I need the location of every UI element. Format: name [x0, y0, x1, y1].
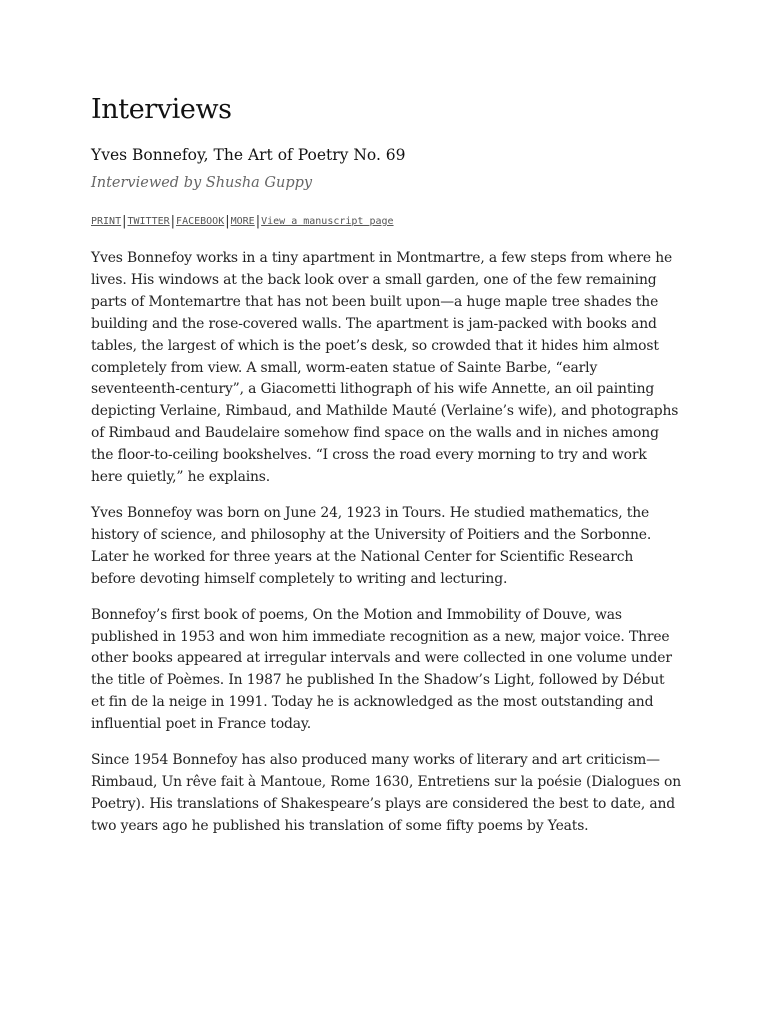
- body-paragraph: Yves Bonnefoy was born on June 24, 1923 in Tours. He studied mathematics, the history of science, and philosophy at the University of Poitiers and the Sorbonne. Later he worked for three years at the National Center for Scientific Research before devoting himself completely to writing and lecturing.: [91, 504, 652, 587]
- page-content: [91, 90, 691, 852]
- twitter-link[interactable]: TWITTER: [127, 216, 170, 227]
- share-separator: |: [122, 214, 127, 229]
- body-paragraph: Yves Bonnefoy works in a tiny apartment in Montmartre, a few steps from where he lives. His windows at the back look over a small garden, one of the few remaining parts of Montemartre that has not been built upon—a huge maple tree shades the building and the rose-covered walls. The apartment is jam-packed with books and tables, the largest of which is the poet’s desk, so crowded that it hides him almost completely from view. A small, worm-eaten statue of Sainte Barbe, “early seventeenth-century”, a Giacometti lithograph of his wife Annette, an oil painting depicting Verlaine, Rimbaud, and Mathilde Mauté (Verlaine’s wife), and photographs of Rimbaud and Baudelaire somehow find space on the walls and in niches among the floor-to-ceiling bookshelves. “I cross the road every morning to try and work here quietly,” he explains.: [91, 250, 679, 486]
- body-paragraph: Since 1954 Bonnefoy has also produced many works of literary and art criticism—Rimbaud, Un rêve fait à Mantoue, Rome 1630, Entretiens sur la poésie (Dialogues on Poetry). His translations of Shakespeare’s plays are considered the best to date, and two years ago he published his translation of some fifty poems by Yeats.: [91, 752, 682, 834]
- share-bar: [91, 214, 691, 230]
- share-separator: |: [170, 214, 176, 229]
- more-link[interactable]: MORE: [230, 216, 255, 227]
- share-separator: |: [225, 214, 230, 229]
- article-title: Yves Bonnefoy, The Art of Poetry No. 69: [91, 146, 406, 164]
- body-paragraph: Bonnefoy’s first book of poems, On the Motion and Immobility of Douve, was published in 1953 and won him immediate recognition as a new, major voice. Three other books appeared at irregular intervals and were collected in one volume under the title of Poèmes. In 1987 he published In the Shadow’s Light, followed by Début et fin de la neige in 1991. Today he is acknowledged as the most outstanding and influential poet in France today.: [91, 606, 672, 733]
- manuscript-page-link[interactable]: View a manuscript page: [261, 216, 394, 227]
- share-separator: |: [255, 214, 261, 229]
- section-title: Interviews: [91, 94, 232, 125]
- article-byline: Interviewed by Shusha Guppy: [91, 175, 313, 191]
- print-link[interactable]: PRINT: [91, 216, 122, 227]
- article-body: [91, 248, 681, 838]
- facebook-link[interactable]: FACEBOOK: [176, 216, 225, 227]
